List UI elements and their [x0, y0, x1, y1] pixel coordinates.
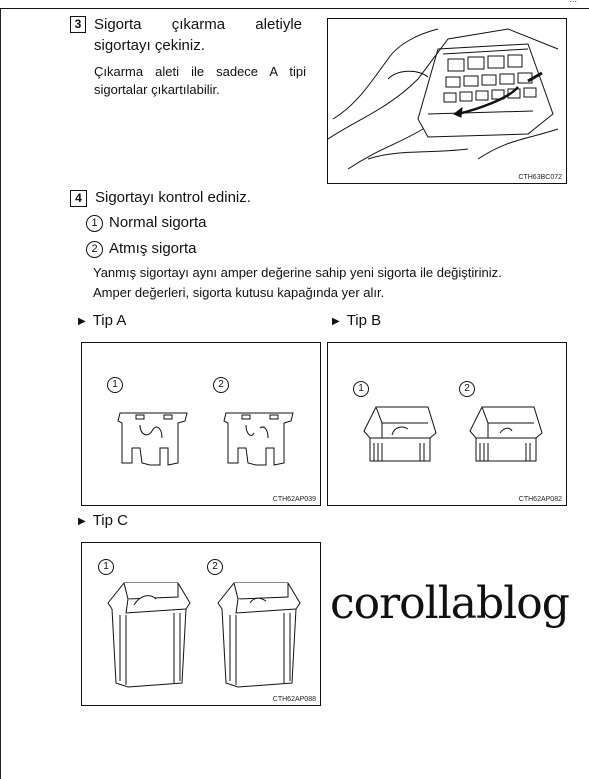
tip-b-num-2: 2: [459, 381, 475, 397]
step4-number: 4: [70, 190, 87, 207]
triangle-bullet-icon: ▶: [78, 316, 86, 327]
tip-b-figure: [327, 342, 567, 506]
tip-a-num-1: 1: [107, 377, 123, 393]
step4-item-2: [86, 238, 197, 259]
tip-c-label: Tip C: [92, 512, 128, 529]
step4-heading: [70, 187, 251, 208]
step4-item-1: [86, 212, 207, 233]
tip-c-figure-code: CTH62AP088: [272, 696, 316, 703]
running-header: [569, 0, 577, 4]
step4-item-1-label: Normal sigorta: [109, 214, 207, 231]
fuse-box-figure: [327, 18, 567, 184]
tip-a-num-2: 2: [213, 377, 229, 393]
step4-item-1-number: 1: [86, 215, 103, 232]
step3-heading: [70, 14, 302, 56]
tip-c-num-1: 1: [98, 559, 114, 575]
step3-figure-code: CTH63BC072: [518, 174, 562, 181]
left-margin-rule: [0, 8, 1, 779]
step3-title-line2: sigortayı çekiniz.: [94, 37, 205, 54]
step4-paragraph-line1: Yanmış sigortayı aynı amper değerine sahip yeni sigorta ile değiştiriniz.: [93, 265, 502, 280]
step4-item-2-label: Atmış sigorta: [109, 240, 197, 257]
step3-number: 3: [70, 16, 86, 33]
step3-note: Çıkarma aleti ile sadece A tipi sigortalar çıkartılabilir.: [94, 64, 306, 97]
step3-title-line1: Sigorta çıkarma aletiyle: [94, 16, 302, 33]
tip-c-figure: [81, 542, 321, 706]
triangle-bullet-icon: ▶: [332, 316, 340, 327]
tip-a-heading: [78, 312, 126, 329]
tip-a-figure: [81, 342, 321, 506]
step4-item-2-number: 2: [86, 241, 103, 258]
tip-c-num-2: 2: [207, 559, 223, 575]
step4-paragraph-line2: Amper değerleri, sigorta kutusu kapağında yer alır.: [93, 285, 385, 300]
tip-b-label: Tip B: [346, 312, 382, 329]
tip-b-num-1: 1: [353, 381, 369, 397]
triangle-bullet-icon: ▶: [78, 516, 86, 527]
tip-c-fuse-illustration: [82, 543, 320, 705]
fuse-box-illustration: [328, 19, 566, 183]
tip-a-label: Tip A: [92, 312, 127, 329]
tip-a-figure-code: CTH62AP039: [272, 496, 316, 503]
corollablog-logo: corollablog: [330, 578, 569, 629]
step4-title: Sigortayı kontrol ediniz.: [95, 189, 251, 206]
header-rule: [0, 8, 589, 9]
tip-a-fuse-illustration: [82, 343, 320, 505]
tip-b-heading: [332, 312, 381, 329]
tip-b-fuse-illustration: [328, 343, 566, 505]
tip-b-figure-code: CTH62AP082: [518, 496, 562, 503]
tip-c-heading: [78, 512, 128, 529]
